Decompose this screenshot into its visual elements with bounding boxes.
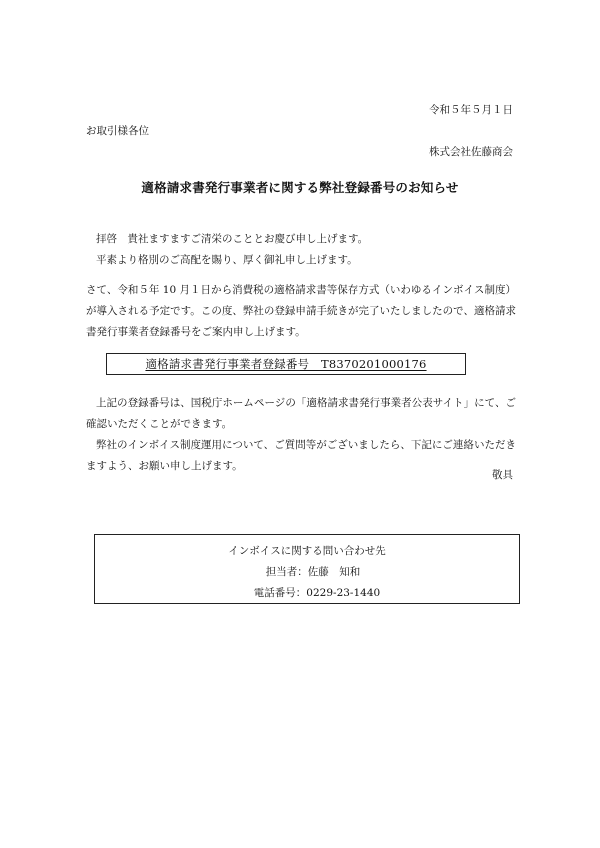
contact-box xyxy=(94,534,520,604)
registration-number-label: 適格請求書発行事業者登録番号 T8370201000176 xyxy=(145,357,427,371)
greeting-line-1: 拝啓 貴社ますますご清栄のこととお慶び申し上げます。 xyxy=(96,233,369,245)
contact-person: 担当者：佐藤 知和 xyxy=(265,566,361,578)
intro-paragraph: さて、令和５年 10 月１日から消費税の適格請求書等保存方式（いわゆるインボイス制度）が導入される予定です。この度、弊社の登録申請手続きが完了いたしましたので、適格請求書発行事業者登録番号をご案内申し上げます。 xyxy=(86,284,516,338)
recipient-line: お取引様各位 xyxy=(86,125,149,137)
contact-heading: インボイスに関する問い合わせ先 xyxy=(228,545,386,557)
contact-phone: 電話番号：0229-23-1440 xyxy=(253,587,381,599)
sender-company: 株式会社佐藤商会 xyxy=(429,146,513,158)
document-date: 令和５年５月１日 xyxy=(429,104,513,116)
document-title: 適格請求書発行事業者に関する弊社登録番号のお知らせ xyxy=(141,180,459,195)
greeting-line-2: 平素より格別のご高配を賜り、厚く御礼申し上げます。 xyxy=(96,254,358,266)
body-paragraph-2: 弊社のインボイス制度運用について、ご質問等がございましたら、下記にご連絡いただきますよう、お願い申し上げます。 xyxy=(86,439,516,472)
registration-number-box xyxy=(106,353,466,375)
closing-word: 敬具 xyxy=(492,469,513,481)
body-paragraph-1: 上記の登録番号は、国税庁ホームページの「適格請求書発行事業者公表サイト」にて、ご確認いただくことができます。 xyxy=(86,397,516,430)
